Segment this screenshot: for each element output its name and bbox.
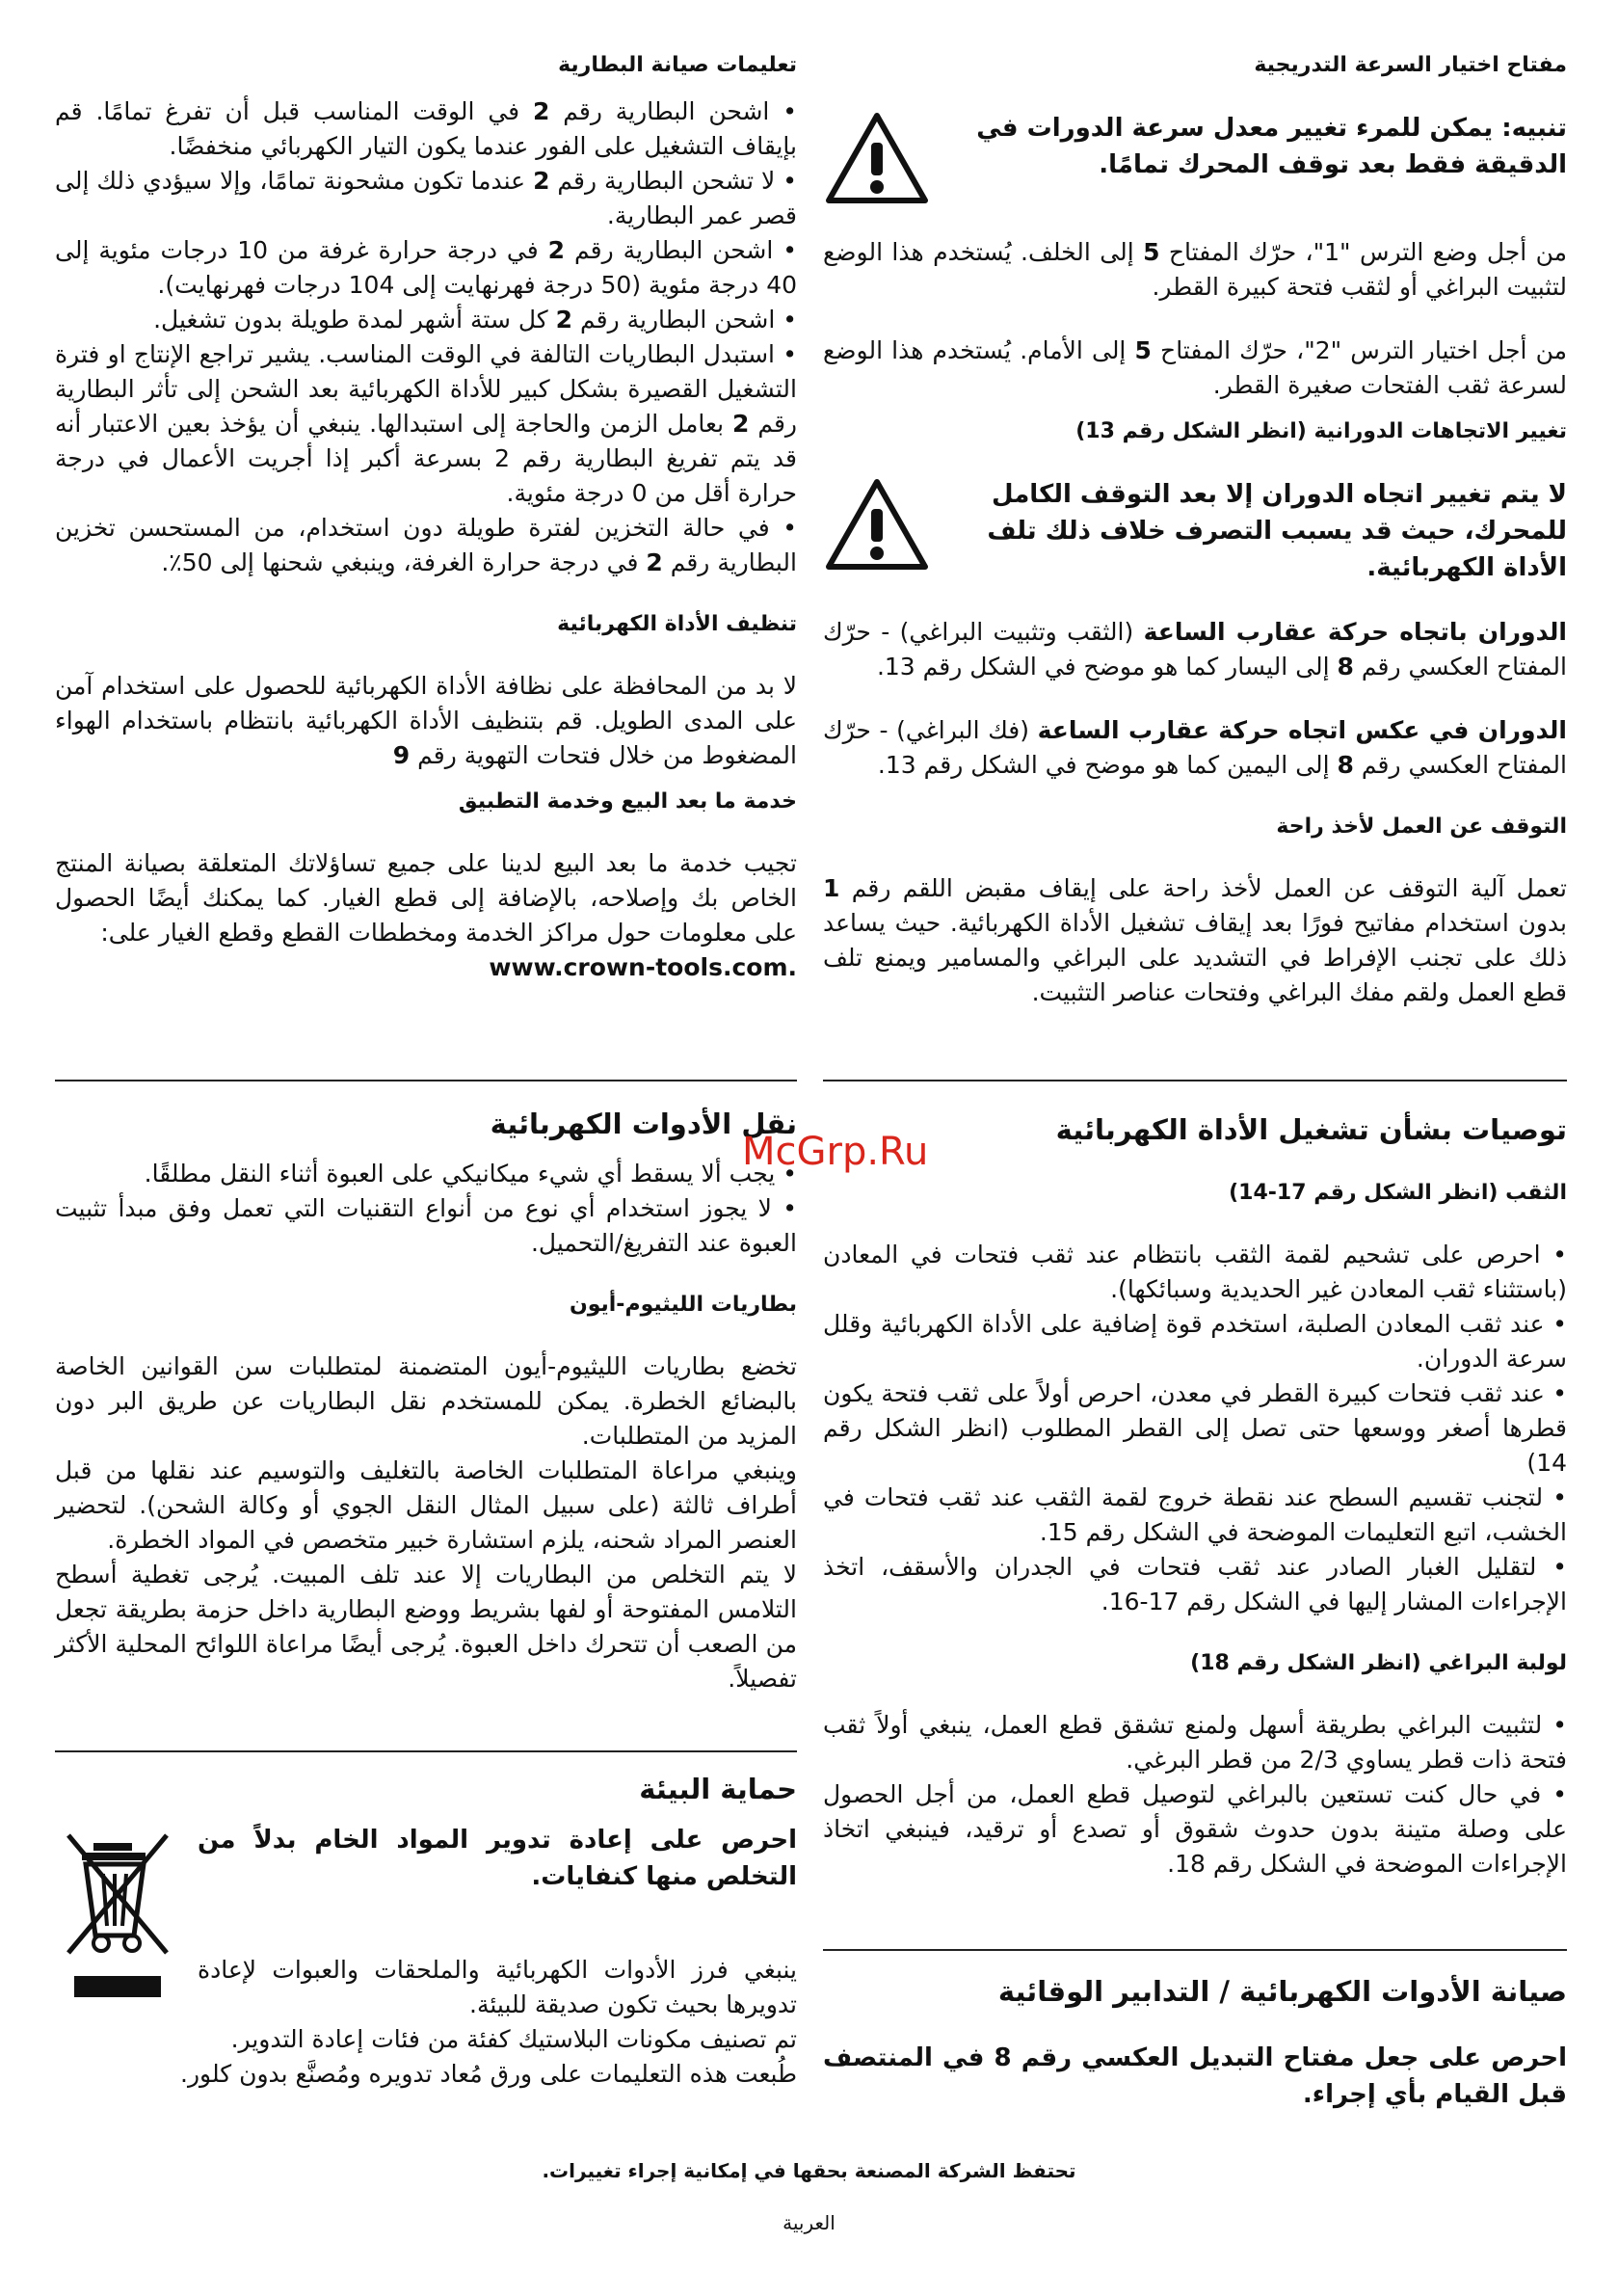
drilling-heading: الثقب (انظر الشكل رقم 17-14) [1229,1181,1567,1205]
rest-heading: التوقف عن العمل لأخذ راحة [1276,814,1567,839]
list-item: • احرص على تشحيم لقمة الثقب بانتظام عند ثقب فتحات في المعادن (باستثناء ثقب المعادن غير الحديدية وسبائكها). [823,1238,1567,1307]
divider [823,1080,1567,1081]
list-item: • في حالة التخزين لفترة طويلة دون استخدام، من المستحسن تخزين البطارية رقم 2 في درجة حرارة الغرفة، وينبغي شحنها إلى 50٪. [55,511,797,580]
list-item: • لا يجوز استخدام أي نوع من أنواع التقنيات التي تعمل وفق مبدأ تثبيت العبوة عند التفريغ/التحميل. [55,1191,797,1261]
service-url-link[interactable]: www.crown-tools.com. [489,953,797,981]
list-item: • في حال كنت تستعين بالبراغي لتوصيل قطع العمل، من أجل الحصول على وصلة متينة بدون حدوث شقوق أو تصدع أو ترقيد، فينبغي اتخاذ الإجراءات الموضحة في الشكل رقم 18. [823,1777,1567,1882]
rotation-heading: تغيير الاتجاهات الدورانية (انظر الشكل رقم 13) [1075,419,1567,443]
maintenance-text: احرص على جعل مفتاح التبديل العكسي رقم 8 في المنتصف قبل القيام بأي إجراء. [823,2043,1567,2109]
rotation-warning-block [823,476,1567,586]
clockwise-paragraph: الدوران باتجاه حركة عقارب الساعة (الثقب وتثبيت البراغي) - حرّك المفتاح العكسي رقم 8 إلى اليسار كما هو موضح في الشكل رقم 13. [823,618,1567,681]
gear1-paragraph: من أجل وضع الترس "1"، حرّك المفتاح 5 إلى الخلف. يُستخدم هذا الوضع لتثبيت البراغي أو لثقب فتحة كبيرة القطر. [823,238,1567,301]
warning-triangle-icon [823,110,931,206]
crossed-out-wheelie-bin-icon [55,1822,180,2005]
transport-heading: نقل الأدوات الكهربائية [490,1108,797,1140]
list-item: • اشحن البطارية رقم 2 كل ستة أشهر لمدة طويلة بدون تشغيل. [55,303,797,337]
list-item: • اشحن البطارية رقم 2 في درجة حرارة غرفة من 10 درجات مئوية إلى 40 درجة مئوية (50 درجة فهرنهايت إلى 104 درجات فهرنهايت). [55,233,797,303]
environment-paragraph: تم تصنيف مكونات البلاستيك كفئة من فئات إعادة التدوير. [230,2025,797,2053]
list-item: • اشحن البطارية رقم 2 في الوقت المناسب قبل أن تفرغ تمامًا. قم بإيقاف التشغيل على الفور عندما يكون التيار الكهربائي منخفضًا. [55,94,797,164]
service-paragraph: تجيب خدمة ما بعد البيع لدينا على جميع تساؤلاتك المتعلقة بصيانة المنتج الخاص بك وإصلاحه، بالإضافة إلى قطع الغيار. كما يمكنك أيضًا الحصول على معلومات حول مراكز الخدمة ومخططات القطع وقطع الغيار على: [55,849,797,947]
divider [55,1080,797,1081]
maintenance-section [823,1972,1567,2113]
warning-triangle-icon [823,476,931,573]
environment-section [55,1770,797,2092]
left-column-lower [55,1105,797,1696]
list-item: • لا تشحن البطارية رقم 2 عندما تكون مشحونة تمامًا، وإلا سيؤدي ذلك إلى قصر عمر البطارية. [55,164,797,233]
divider [823,1949,1567,1951]
speed-warning-text: تنبيه: يمكن للمرء تغيير معدل سرعة الدورات في الدقيقة فقط بعد توقف المحرك تمامًا. [976,114,1567,179]
rights-notice: تحتفظ الشركة المصنعة بحقها في إمكانية إجراء تغييرات. [542,2159,1076,2182]
list-item: • استبدل البطاريات التالفة في الوقت المناسب. يشير تراجع الإنتاج او فترة التشغيل القصيرة بشكل كبير للأداة الكهربائية بعد الشحن إلى تأثر البطارية رقم 2 بعامل الزمن والحاجة إلى استبدالها. ينبغي أن يؤخذ بعين الاعتبار أنه قد يتم تفريغ البطارية رقم 2 بسرعة أكبر إذا أجريت الأعمال في درجة حرارة أقل من 0 درجة مئوية. [55,337,797,511]
rest-paragraph: تعمل آلية التوقف عن العمل لأخذ راحة على إيقاف مقبض اللقم رقم 1 بدون استخدام مفاتيح فورًا بعد إيقاف تشغيل الأداة الكهربائية. حيث يساعد ذلك على تجنب الإفراط في التشديد على البراغي والمسامير ويمنع تلف قطع العمل ولقم مفك البراغي وفتحات عناصر التثبيت. [823,874,1567,1006]
divider [55,1750,797,1752]
liion-paragraph: وينبغي مراعاة المتطلبات الخاصة بالتغليف والتوسيم عند نقلها من قبل أطراف ثالثة (على سبيل المثال النقل الجوي أو وكالة الشحن). لتحضير العنصر المراد شحنه، يلزم استشارة خبير متخصص في المواد الخطرة. [55,1456,797,1554]
list-item: • عند ثقب فتحات كبيرة القطر في معدن، احرص أولاً على ثقب فتحة يكون قطرها أصغر ووسعها حتى تصل إلى القطر المطلوب (انظر الشكل رقم 14) [823,1376,1567,1481]
environment-paragraph: ينبغي فرز الأدوات الكهربائية والملحقات والعبوات لإعادة تدويرها بحيث تكون صديقة للبيئة. [198,1956,797,2018]
left-column [55,50,797,985]
environment-paragraph: طُبعت هذه التعليمات على ورق مُعاد تدويره ومُصنَّع بدون كلور. [180,2060,797,2088]
right-column [823,50,1567,1010]
weee-symbol [55,1822,180,2015]
list-item: • لتجنب تقسيم السطح عند نقطة خروج لقمة الثقب عند ثقب فتحات في الخشب، اتبع التعليمات الموضحة في الشكل رقم 15. [823,1481,1567,1550]
cleaning-paragraph: لا بد من المحافظة على نظافة الأداة الكهربائية للحصول على استخدام آمن على المدى الطويل. قم بتنظيف الأداة الكهربائية بانتظام باستخدام الهواء المضغوط من خلال فتحات التهوية رقم 9 [55,672,797,769]
speed-heading: مفتاح اختيار السرعة التدريجية [1254,53,1567,77]
screwing-heading: لولبة البراغي (انظر الشكل رقم 18) [1190,1651,1567,1675]
rotation-warning-text: لا يتم تغيير اتجاه الدوران إلا بعد التوقف الكامل للمحرك، حيث قد يسبب التصرف خلاف ذلك تلف الأداة الكهربائية. [987,480,1567,582]
battery-heading: تعليمات صيانة البطارية [558,53,797,77]
service-heading: خدمة ما بعد البيع وخدمة التطبيق [458,789,797,814]
language-label: العربية [782,2211,836,2234]
watermark: McGrp.Ru [742,1130,929,1174]
operation-heading: توصيات بشأن تشغيل الأداة الكهربائية [1055,1113,1567,1146]
list-item: • يجب ألا يسقط أي شيء ميكانيكي على العبوة أثناء النقل مطلقًا. [55,1157,797,1191]
liion-paragraph: تخضع بطاريات الليثيوم-أيون المتضمنة لمتطلبات سن القوانين الخاصة بالبضائع الخطرة. يمكن للمستخدم نقل البطاريات عن طريق البر دون المزيد من المتطلبات. [55,1352,797,1450]
list-item: • عند ثقب المعادن الصلبة، استخدم قوة إضافية على الأداة الكهربائية وقلل سرعة الدوران. [823,1307,1567,1376]
environment-recycle-text: احرص على إعادة تدوير المواد الخام بدلاً من التخلص منها كنفايات. [198,1826,797,1891]
list-item: • لتثبيت البراغي بطريقة أسهل ولمنع تشقق قطع العمل، ينبغي أولاً ثقب فتحة ذات قطر يساوي 2/3 من قطر البرغي. [823,1708,1567,1777]
environment-heading: حماية البيئة [639,1773,797,1805]
speed-warning-block [823,110,1567,206]
cleaning-heading: تنظيف الأداة الكهربائية [557,612,797,636]
list-item: • لتقليل الغبار الصادر عند ثقب فتحات في الجدران والأسقف، اتخذ الإجراءات المشار إليها في الشكل رقم 17-16. [823,1550,1567,1619]
environment-block [55,1822,797,2022]
maintenance-heading: صيانة الأدوات الكهربائية / التدابير الوقائية [997,1975,1567,2008]
liion-heading: بطاريات الليثيوم-أيون [569,1293,797,1317]
liion-paragraph: لا يتم التخلص من البطاريات إلا عند تلف المبيت. يُرجى تغطية أسطح التلامس المفتوحة أو لفها بشريط ووضع البطارية داخل حزمة بطريقة تجعل من الصعب أن تتحرك داخل العبوة. يُرجى أيضًا مراعاة اللوائح المحلية الأكثر تفصيلاً. [55,1561,797,1693]
counterclockwise-paragraph: الدوران في عكس اتجاه حركة عقارب الساعة (فك البراغي) - حرّك المفتاح العكسي رقم 8 إلى اليمين كما هو موضح في الشكل رقم 13. [823,716,1567,779]
right-column-lower [823,1110,1567,1882]
gear2-paragraph: من أجل اختيار الترس "2"، حرّك المفتاح 5 إلى الأمام. يُستخدم هذا الوضع لسرعة ثقب الفتحات صغيرة القطر. [823,336,1568,399]
